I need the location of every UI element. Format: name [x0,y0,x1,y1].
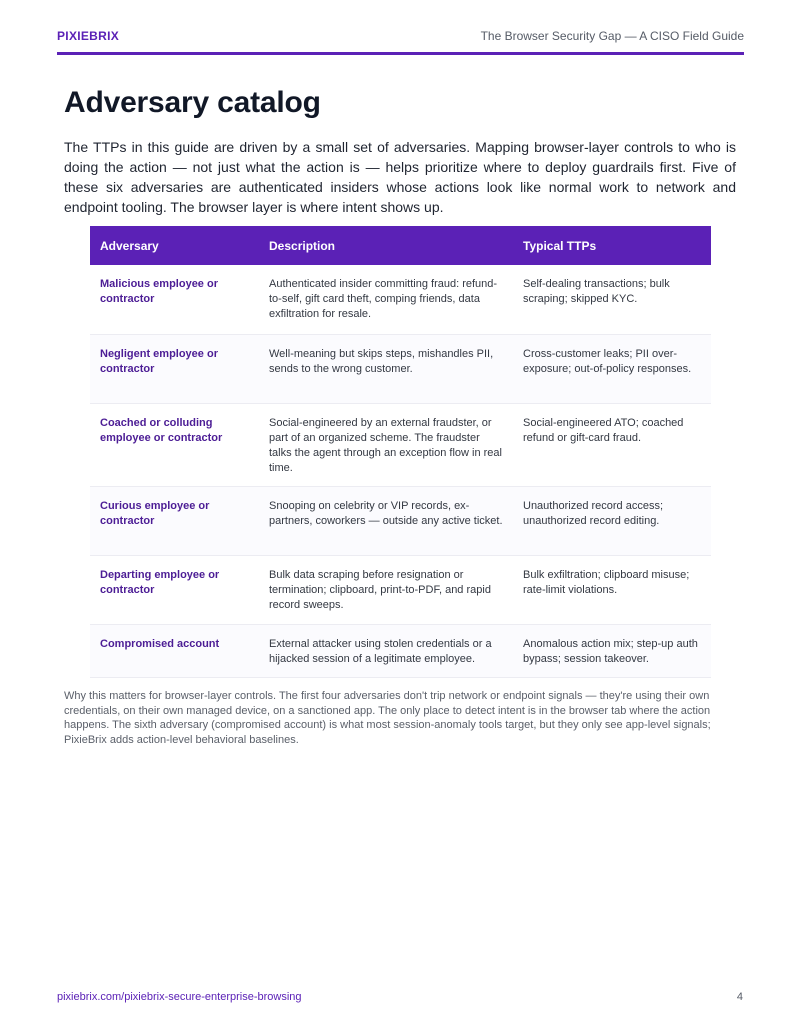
adversary-cell: Negligent employee or contractor [90,334,259,403]
adversary-cell: Curious employee or contractor [90,486,259,555]
column-header-typical-ttps: Typical TTPs [513,226,711,265]
table-row [90,555,711,624]
page-number: 4 [736,991,743,1003]
column-header-adversary: Adversary [90,226,259,265]
description-cell: Social-engineered by an external fraudster, or part of an organized scheme. The fraudster talks the agent through an exception flow in real time. [259,403,513,486]
table-row [90,265,711,334]
adversary-cell: Departing employee or contractor [90,555,259,624]
intro-paragraph: The TTPs in this guide are driven by a small set of adversaries. Mapping browser-layer controls to who is doing the action — not just what the action is — helps prioritize where to deploy guardrails first. Five of these six adversaries are authenticated insiders whose actions look like normal work to network and endpoint tooling. The browser layer is where intent shows up. [64,139,736,215]
adversary-cell: Malicious employee or contractor [90,265,259,334]
page-header [57,27,744,55]
ttps-cell: Self-dealing transactions; bulk scraping; skipped KYC. [513,265,711,334]
ttps-cell: Social-engineered ATO; coached refund or gift-card fraud. [513,403,711,486]
ttps-cell: Bulk exfiltration; clipboard misuse; rate-limit violations. [513,555,711,624]
table-row [90,334,711,403]
table-row [90,624,711,677]
table-header-row [90,226,711,265]
ttps-cell: Cross-customer leaks; PII over-exposure; out-of-policy responses. [513,334,711,403]
description-cell: Authenticated insider committing fraud: refund-to-self, gift card theft, comping friends, data exfiltration for resale. [259,265,513,334]
ttps-cell: Unauthorized record access; unauthorized record editing. [513,486,711,555]
adversary-table [90,226,711,678]
explanatory-note: Why this matters for browser-layer controls. The first four adversaries don't trip network or endpoint signals — they're using their own credentials, on their own managed device, on a sanctioned app. The only place to detect intent is in the browser tab where the action happens. The sixth adversary (compromised account) is what most session-anomaly tools target, but they only see app-level signals; PixieBrix adds action-level behavioral baselines. [64,690,711,746]
description-cell: Bulk data scraping before resignation or termination; clipboard, print-to-PDF, and rapid record sweeps. [259,555,513,624]
document-title: The Browser Security Gap — A CISO Field Guide [480,29,744,43]
column-header-description: Description [259,226,513,265]
page-title: Adversary catalog [64,86,321,119]
ttps-cell: Anomalous action mix; step-up auth bypass; session takeover. [513,624,711,677]
table-row [90,403,711,486]
table-row [90,486,711,555]
footer-url-link[interactable]: pixiebrix.com/pixiebrix-secure-enterprise-browsing [57,991,302,1003]
description-cell: Well-meaning but skips steps, mishandles PII, sends to the wrong customer. [259,334,513,403]
adversary-cell: Compromised account [90,624,259,677]
description-cell: Snooping on celebrity or VIP records, ex-partners, coworkers — outside any active ticket. [259,486,513,555]
description-cell: External attacker using stolen credentials or a hijacked session of a legitimate employee. [259,624,513,677]
adversary-cell: Coached or colluding employee or contractor [90,403,259,486]
brand-logo-text: PIXIEBRIX [57,29,120,43]
